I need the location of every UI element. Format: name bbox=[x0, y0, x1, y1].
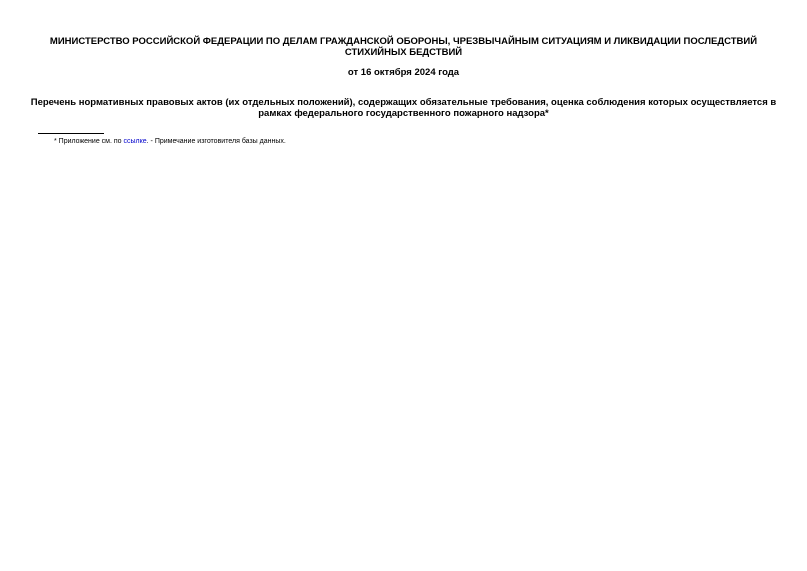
footnote bbox=[54, 137, 286, 146]
footnote-link[interactable]: ссылке bbox=[123, 138, 147, 145]
document-date: от 16 октября 2024 года bbox=[347, 67, 460, 78]
footnote-suffix: . - Примечание изготовителя базы данных. bbox=[146, 138, 286, 145]
document-title: Перечень нормативных правовых актов (их отдельных положений), содержащих обязательные требования, оценка соблюдения которых осуществляется в рамках федерального государственного пожарного надзора* bbox=[30, 97, 777, 119]
footnote-prefix: * Приложение см. по bbox=[54, 138, 124, 145]
footnote-divider bbox=[38, 133, 104, 134]
ministry-heading: МИНИСТЕРСТВО РОССИЙСКОЙ ФЕДЕРАЦИИ ПО ДЕЛАМ ГРАЖДАНСКОЙ ОБОРОНЫ, ЧРЕЗВЫЧАЙНЫМ СИТУАЦИЯМ И ЛИКВИДАЦИИ ПОСЛЕДСТВИЙ СТИХИЙНЫХ БЕДСТВИЙ bbox=[49, 36, 758, 58]
